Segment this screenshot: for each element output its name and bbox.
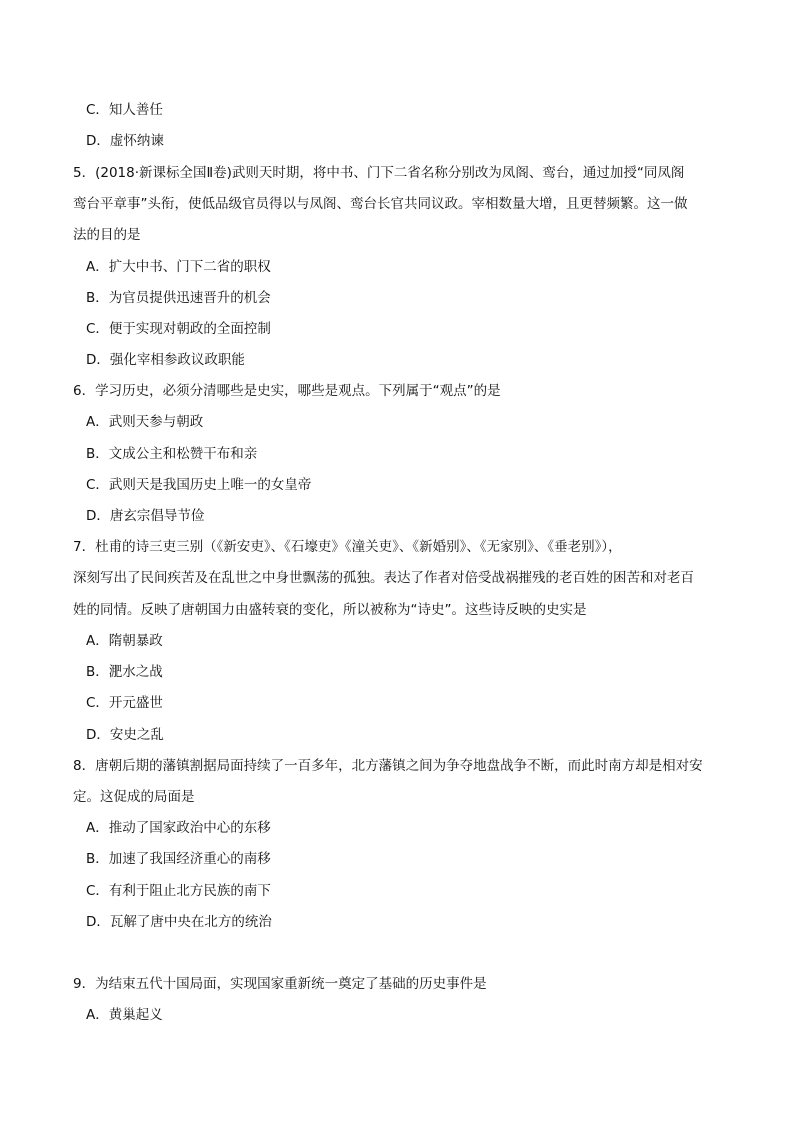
option-q4-d: D．虚怀纳谏	[86, 133, 164, 149]
option-q5-c: C．便于实现对朝政的全面控制	[86, 321, 271, 337]
option-q5-a: A．扩大中书、门下二省的职权	[86, 259, 271, 275]
question-5-stem-line-1: 5．(2018·新课标全国Ⅱ卷)武则天时期，将中书、门下二省名称分别改为凤阁、鸾台，通过加授“同凤阁	[73, 165, 685, 181]
option-q7-a: A．隋朝暴政	[86, 633, 163, 649]
option-q6-a: A．武则天参与朝政	[86, 414, 204, 430]
question-7-stem-line-3: 姓的同情。反映了唐朝国力由盛转衰的变化，所以被称为“诗史”。这些诗反映的史实是	[73, 602, 587, 618]
question-9-stem: 9．为结束五代十国局面，实现国家重新统一奠定了基础的历史事件是	[73, 976, 487, 992]
question-7-stem-line-2: 深刻写出了民间疾苦及在乱世之中身世飘荡的孤独。表达了作者对倍受战祸摧残的老百姓的困苦和对老百	[73, 570, 694, 586]
option-q7-c: C．开元盛世	[86, 695, 163, 711]
option-q6-c: C．武则天是我国历史上唯一的女皇帝	[86, 477, 312, 493]
option-q8-a: A．推动了国家政治中心的东移	[86, 820, 271, 836]
question-8-stem-line-1: 8．唐朝后期的藩镇割据局面持续了一百多年，北方藩镇之间为争夺地盘战争不断，而此时南方却是相对安	[73, 758, 703, 774]
question-5-stem-line-3: 法的目的是	[73, 227, 141, 243]
question-5-stem-line-2: 鸾台平章事”头衔，使低品级官员得以与凤阁、鸾台长官共同议政。宰相数量大增，且更替频繁。这一做	[73, 196, 688, 212]
option-q5-b: B．为官员提供迅速晋升的机会	[86, 290, 271, 306]
question-8-stem-line-2: 定。这促成的局面是	[73, 789, 195, 805]
option-q5-d: D．强化宰相参政议政职能	[86, 352, 245, 368]
question-6-stem: 6．学习历史，必须分清哪些是史实，哪些是观点。下列属于“观点”的是	[73, 383, 501, 399]
option-q7-b: B．淝水之战	[86, 664, 163, 680]
option-q8-d: D．瓦解了唐中央在北方的统治	[86, 914, 272, 930]
option-q4-c: C．知人善任	[86, 102, 163, 118]
option-q6-d: D．唐玄宗倡导节俭	[86, 508, 205, 524]
option-q6-b: B．文成公主和松赞干布和亲	[86, 446, 258, 462]
option-q8-c: C．有利于阻止北方民族的南下	[86, 883, 271, 899]
option-q9-a: A．黄巢起义	[86, 1007, 163, 1023]
question-7-stem-line-1: 7．杜甫的诗三吏三别（《新安吏》、《石壕吏》《潼关吏》、《新婚别》、《无家别》、《垂老别》），	[73, 539, 622, 555]
option-q7-d: D．安史之乱	[86, 727, 164, 743]
option-q8-b: B．加速了我国经济重心的南移	[86, 851, 271, 867]
